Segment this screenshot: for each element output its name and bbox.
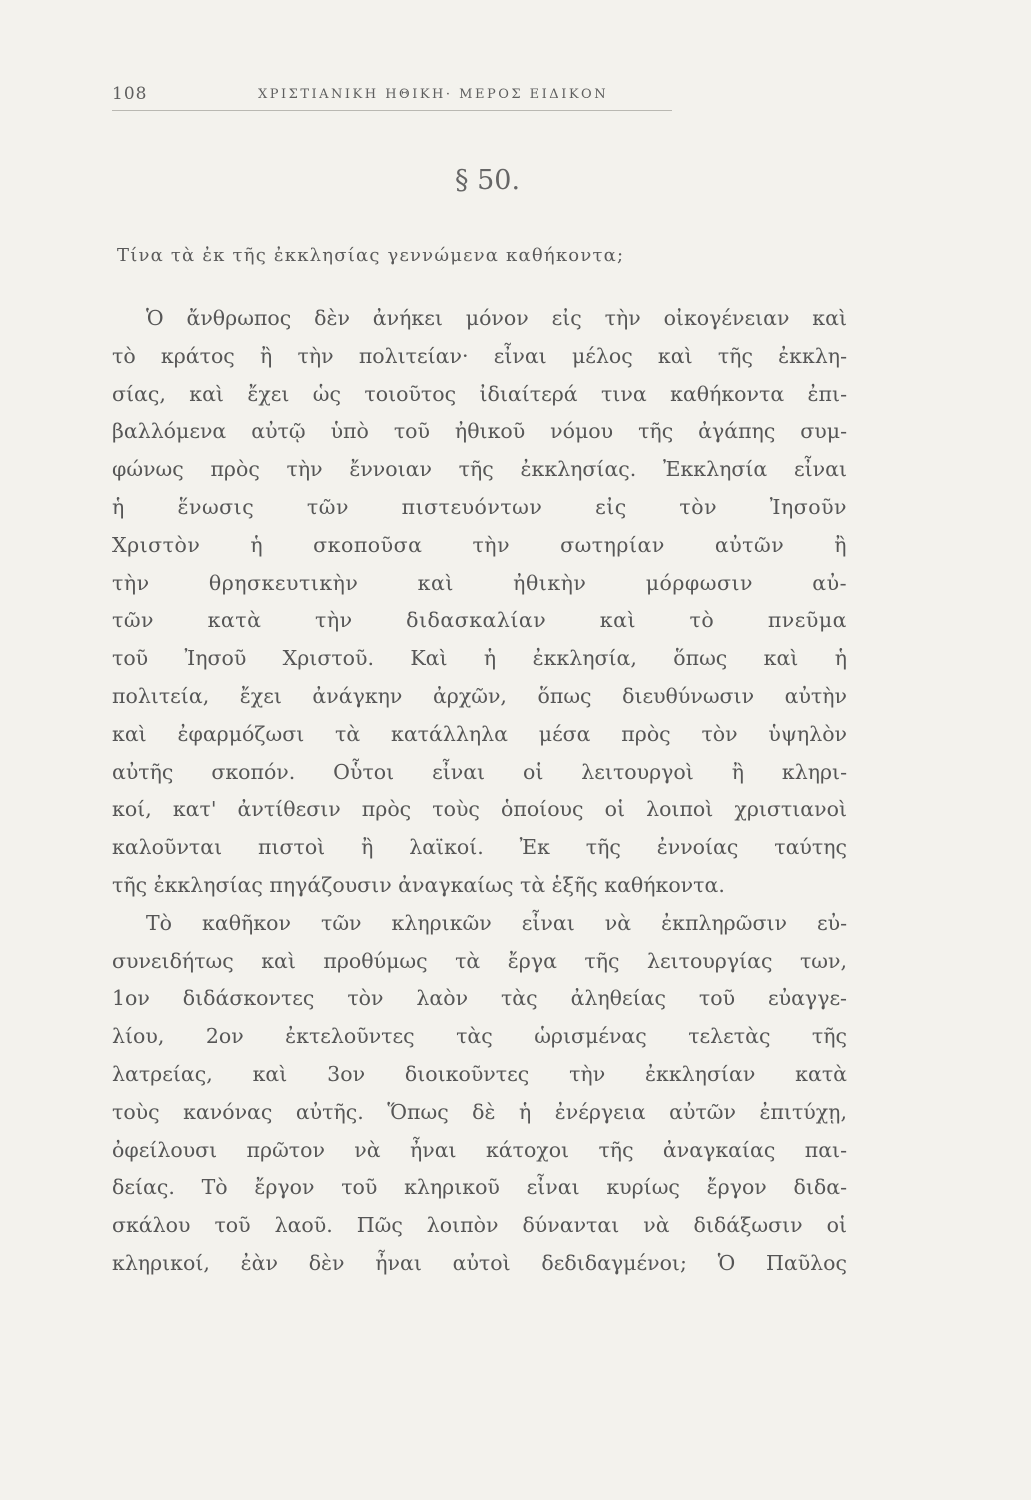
- text-line: δείας. Τὸ ἔργον τοῦ κληρικοῦ εἶναι κυρίως ἔργον διδα-: [112, 1175, 847, 1200]
- text-line: τὸ κράτος ἢ τὴν πολιτείαν· εἶναι μέλος καὶ τῆς ἐκκλη-: [112, 343, 847, 368]
- text-line: 1ον διδάσκοντες τὸν λαὸν τὰς ἀληθείας τοῦ εὐαγγε-: [112, 986, 847, 1011]
- text-line: καὶ ἐφαρμόζωσι τὰ κατάλληλα μέσα πρὸς τὸν ὑψηλὸν: [112, 721, 847, 746]
- text-line: σίας, καὶ ἔχει ὡς τοιοῦτος ἰδιαίτερά τινα καθήκοντα ἐπι-: [112, 381, 847, 406]
- text-line: φώνως πρὸς τὴν ἔννοιαν τῆς ἐκκλησίας. Ἐκκλησία εἶναι: [112, 457, 847, 482]
- text-line: καλοῦνται πιστοὶ ἢ λαϊκοί. Ἐκ τῆς ἐννοίας ταύτης: [112, 835, 847, 860]
- text-line: λίου, 2ον ἐκτελοῦντες τὰς ὡρισμένας τελετὰς τῆς: [112, 1024, 847, 1049]
- text-line: ὀφείλουσι πρῶτον νὰ ἦναι κάτοχοι τῆς ἀναγκαίας παι-: [112, 1137, 847, 1162]
- text-line: Χριστὸν ἡ σκοποῦσα τὴν σωτηρίαν αὐτῶν ἢ: [112, 532, 847, 557]
- text-line: Ὁ ἄνθρωπος δὲν ἀνήκει μόνον εἰς τὴν οἰκογένειαν καὶ: [146, 306, 847, 330]
- page-number: 108: [112, 84, 148, 104]
- text-line: αὐτῆς σκοπόν. Οὗτοι εἶναι οἱ λειτουργοὶ ἢ κληρι-: [112, 759, 847, 784]
- section-number: § 50.: [455, 165, 521, 196]
- text-line: τῆς ἐκκλησίας πηγάζουσιν ἀναγκαίως τὰ ἑξῆς καθήκοντα.: [112, 872, 725, 897]
- text-line: ἡ ἕνωσις τῶν πιστευόντων εἰς τὸν Ἰησοῦν: [112, 494, 847, 519]
- text-line: τὴν θρησκευτικὴν καὶ ἠθικὴν μόρφωσιν αὐ-: [112, 570, 847, 595]
- page-header: [112, 80, 672, 111]
- running-head: ΧΡΙΣΤΙΑΝΙΚΗ ΗΘΙΚΗ· ΜΕΡΟΣ ΕΙΔΙΚΟΝ: [258, 87, 609, 102]
- text-line: κοί, κατ' ἀντίθεσιν πρὸς τοὺς ὁποίους οἱ λοιποὶ χριστιανοὶ: [112, 797, 847, 822]
- text-line: συνειδήτως καὶ προθύμως τὰ ἔργα τῆς λειτουργίας των,: [112, 948, 847, 973]
- text-line: κληρικοί, ἐὰν δὲν ἦναι αὐτοὶ δεδιδαγμένοι; Ὁ Παῦλος: [112, 1250, 847, 1275]
- text-line: τοῦ Ἰησοῦ Χριστοῦ. Καὶ ἡ ἐκκλησία, ὅπως καὶ ἡ: [112, 646, 847, 671]
- body-text: [112, 300, 847, 1283]
- text-line: πολιτεία, ἔχει ἀνάγκην ἀρχῶν, ὅπως διευθύνωσιν αὐτὴν: [112, 683, 847, 708]
- text-line: τοὺς κανόνας αὐτῆς. Ὅπως δὲ ἡ ἐνέργεια αὐτῶν ἐπιτύχῃ,: [112, 1099, 847, 1124]
- text-line: Τὸ καθῆκον τῶν κληρικῶν εἶναι νὰ ἐκπληρῶσιν εὐ-: [146, 910, 847, 935]
- text-line: βαλλόμενα αὐτῷ ὑπὸ τοῦ ἠθικοῦ νόμου τῆς ἀγάπης συμ-: [112, 419, 847, 444]
- text-line: λατρείας, καὶ 3ον διοικοῦντες τὴν ἐκκλησίαν κατὰ: [112, 1061, 847, 1086]
- text-line: τῶν κατὰ τὴν διδασκαλίαν καὶ τὸ πνεῦμα: [112, 608, 847, 633]
- text-line: σκάλου τοῦ λαοῦ. Πῶς λοιπὸν δύνανται νὰ διδάξωσιν οἱ: [112, 1213, 847, 1238]
- section-question: Τίνα τὰ ἐκ τῆς ἐκκλησίας γεννώμενα καθήκοντα;: [117, 245, 625, 266]
